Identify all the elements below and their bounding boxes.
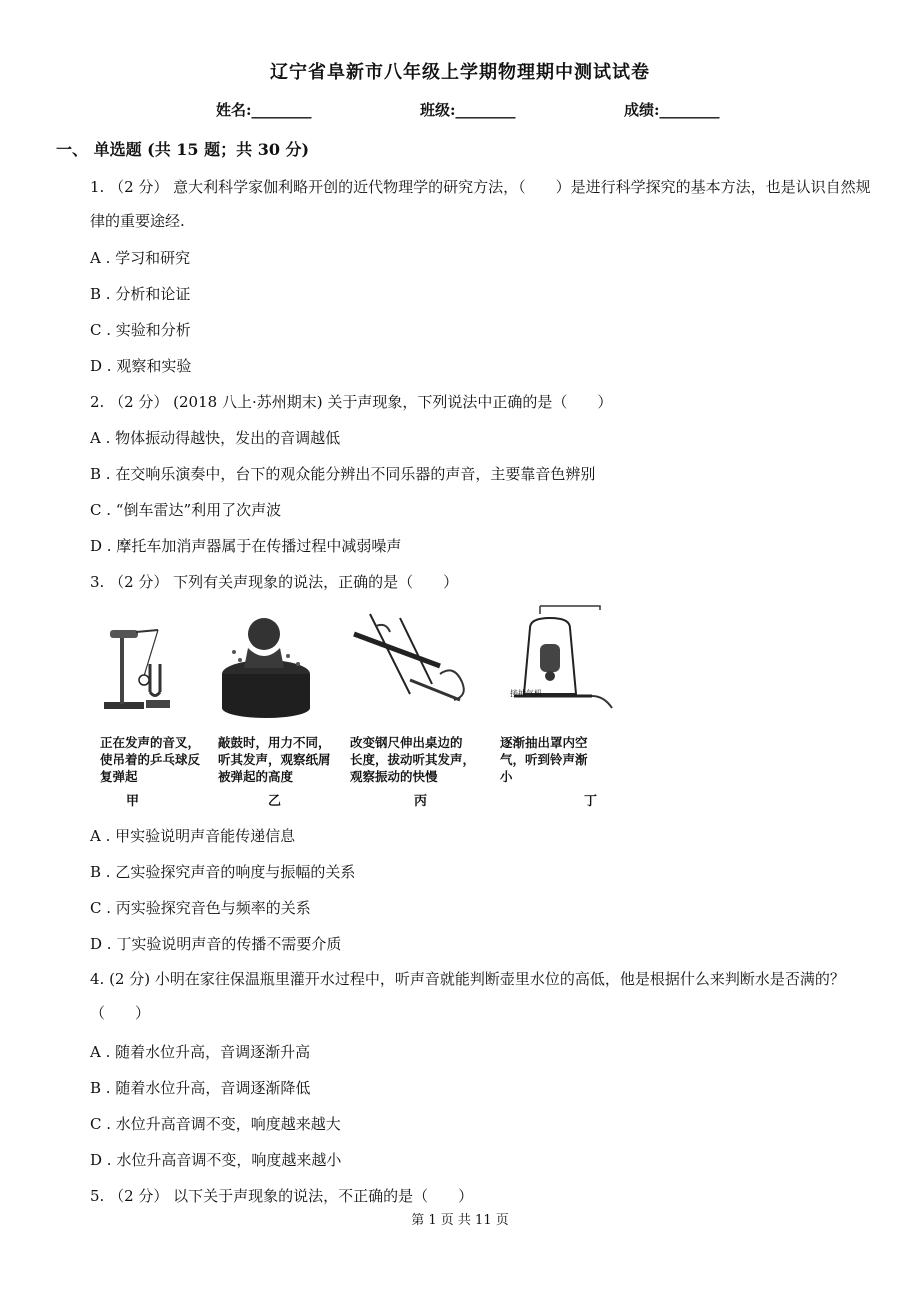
figure-bing-caption: 改变钢尺伸出桌边的 长度，拔动听其发声， 观察振动的快慢 (350, 735, 476, 784)
page-footer: 第 1 页 共 11 页 (411, 1213, 509, 1228)
q2-option-b: B . 在交响乐演奏中，台下的观众能分辨出不同乐器的声音，主要靠音色辨别 (90, 465, 596, 483)
name-field: 姓名:________ (216, 101, 312, 119)
q4-option-d: D . 水位升高音调不变，响度越来越小 (90, 1151, 342, 1169)
class-field: 班级:________ (420, 101, 516, 119)
question-2-stem: 2. （2 分） (2018 八上·苏州期末) 关于声现象，下列说法中正确的是（ ） (90, 393, 613, 411)
figure-jia-label: 甲 (126, 794, 140, 809)
q3-figures (100, 604, 540, 814)
figure-ding-label: 丁 (584, 794, 598, 809)
ruler-illustration (350, 604, 480, 729)
figure-ding (500, 604, 680, 814)
q2-option-a: A . 物体振动得越快，发出的音调越低 (90, 429, 341, 447)
q3-option-d: D . 丁实验说明声音的传播不需要介质 (90, 935, 342, 953)
q3-option-b: B . 乙实验探究声音的响度与振幅的关系 (90, 863, 356, 881)
figure-jia-caption: 正在发声的音叉， 使吊着的乒乓球反 复弹起 (100, 735, 201, 784)
figure-ding-caption: 逐渐抽出罩内空 气，听到铃声渐 小 (500, 735, 588, 784)
figure-bing-label: 丙 (414, 794, 428, 809)
bell-jar-illustration (500, 604, 630, 729)
q1-option-d: D . 观察和实验 (90, 357, 192, 375)
q2-option-c: C . “倒车雷达”利用了次声波 (90, 501, 282, 519)
exam-title: 辽宁省阜新市八年级上学期物理期中测试试卷 (270, 62, 650, 83)
q3-option-c: C . 丙实验探究音色与频率的关系 (90, 899, 311, 917)
figure-yi-label: 乙 (268, 794, 282, 809)
q4-option-a: A . 随着水位升高，音调逐渐升高 (90, 1043, 311, 1061)
section-heading: 一、 单选题 (共 15 题；共 30 分) (56, 140, 310, 159)
figure-yi (218, 604, 348, 814)
pump-label: 接抽气机 (510, 689, 542, 698)
question-1-stem: 1. （2 分） 意大利科学家伽利略开创的近代物理学的研究方法，（ ）是进行科学探究的基本方法，也是认识自然规律的重要途经. (90, 178, 871, 230)
drum-illustration (218, 604, 338, 729)
figure-bing (350, 604, 480, 814)
figure-yi-caption: 敲鼓时，用力不同， 听其发声，观察纸屑 被弹起的高度 (218, 735, 331, 784)
q1-option-a: A . 学习和研究 (90, 249, 191, 267)
q4-option-b: B . 随着水位升高，音调逐渐降低 (90, 1079, 311, 1097)
question-3-stem: 3. （2 分） 下列有关声现象的说法，正确的是（ ） (90, 573, 459, 591)
question-4-stem: 4. (2 分) 小明在家往保温瓶里灌开水过程中，听声音就能判断壶里水位的高低，他是根据什么来判断水是否满的？（ ） (90, 970, 845, 1022)
tuning-fork-illustration (100, 604, 220, 729)
q4-option-c: C . 水位升高音调不变，响度越来越大 (90, 1115, 341, 1133)
q3-option-a: A . 甲实验说明声音能传递信息 (90, 827, 296, 845)
q2-option-d: D . 摩托车加消声器属于在传播过程中减弱噪声 (90, 537, 402, 555)
q1-option-b: B . 分析和论证 (90, 285, 191, 303)
question-5-stem: 5. （2 分） 以下关于声现象的说法，不正确的是（ ） (90, 1187, 474, 1205)
score-field: 成绩:________ (624, 101, 720, 119)
figure-jia (100, 604, 230, 814)
q1-option-c: C . 实验和分析 (90, 321, 191, 339)
